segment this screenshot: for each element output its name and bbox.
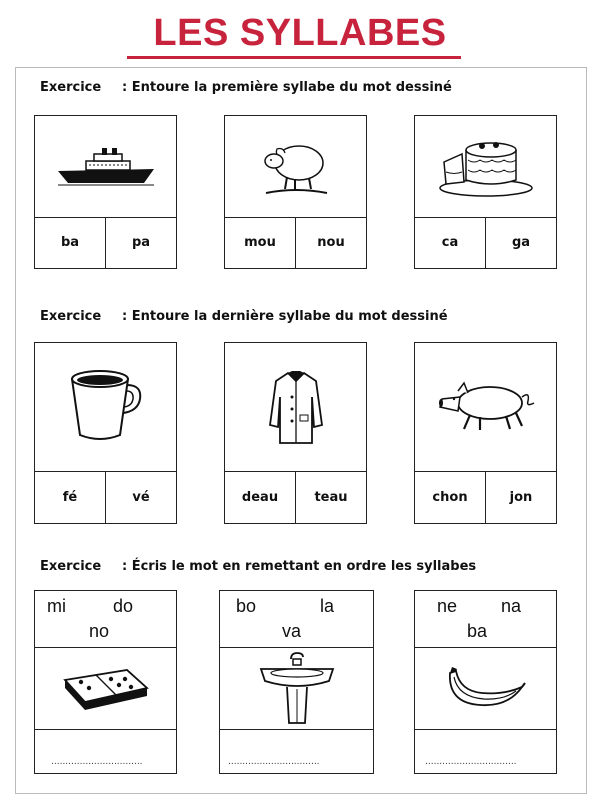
exercise-2-heading [40,309,448,324]
syllable-choice[interactable]: ga [511,235,531,250]
choices [415,217,556,268]
banana-icon [446,665,526,711]
choices [225,471,366,523]
ship-icon [56,147,156,187]
syllable-choice[interactable]: chon [415,471,486,523]
syllable-choice[interactable]: pa [131,235,151,250]
cake-icon [436,136,536,198]
syllable: no [89,621,110,641]
answer-line[interactable]: ................................ [228,757,320,767]
coat-icon [266,367,326,447]
syllable: mi [47,596,66,616]
choices [35,217,176,268]
picture-box [225,116,366,218]
picture-box [415,116,556,218]
exercise-1-card-2 [224,115,367,269]
syllable-choice[interactable]: ba [35,217,106,268]
syllable-choice[interactable]: fé [35,471,106,523]
exercise-3-card-3 [414,590,557,774]
exercise-instruction: : Écris le mot en remettant en ordre les syllabes [122,559,477,574]
syllable-choice[interactable]: vé [132,489,150,505]
syllable: ne [437,596,458,616]
syllable-choice[interactable]: mou [225,217,296,268]
title-underline [127,56,461,59]
exercise-3-card-1 [34,590,177,774]
picture-box [415,343,556,472]
exercise-1-heading [40,80,452,95]
picture-box [35,116,176,218]
syllable: va [282,621,302,641]
syllable-choice[interactable]: ca [415,217,486,268]
syllable-choice[interactable]: jon [509,489,533,505]
exercise-instruction: : Entoure la première syllabe du mot dessiné [122,80,452,95]
exercise-1-card-1 [34,115,177,269]
syllable: bo [236,596,257,616]
pig-icon [434,379,538,435]
domino-icon [61,666,151,710]
page-title: LES SYLLABES [153,12,447,54]
sheep-icon [261,137,331,197]
answer-line[interactable]: ................................ [425,757,517,767]
syllable: na [501,596,522,616]
choices [225,217,366,268]
exercise-instruction: : Entoure la dernière syllabe du mot dessiné [122,309,448,324]
syllable: ba [467,621,488,641]
choices [35,471,176,523]
exercise-3-card-2 [219,590,374,774]
picture-box [225,343,366,472]
picture-box [220,647,373,730]
exercise-2-card-1 [34,342,177,524]
choices [415,471,556,523]
answer-line[interactable]: ................................ [51,757,143,767]
exercise-2-card-3 [414,342,557,524]
sink-icon [257,651,337,725]
exercise-2-card-2 [224,342,367,524]
syllables-box [220,591,373,648]
exercise-label: Exercice [40,80,102,95]
exercise-label: Exercice [40,559,102,574]
syllable-choice[interactable]: nou [317,235,345,250]
exercise-1-card-3 [414,115,557,269]
picture-box [35,343,176,472]
exercise-label: Exercice [40,309,102,324]
syllable-choice[interactable]: teau [314,489,348,505]
picture-box [35,647,176,730]
syllable: do [113,596,134,616]
exercise-3-heading [40,559,476,574]
picture-box [415,647,556,730]
coffee-cup-icon [66,369,146,445]
syllables-box [35,591,176,648]
syllable: la [320,596,335,616]
syllable-choice[interactable]: deau [225,471,296,523]
syllables-box [415,591,556,648]
